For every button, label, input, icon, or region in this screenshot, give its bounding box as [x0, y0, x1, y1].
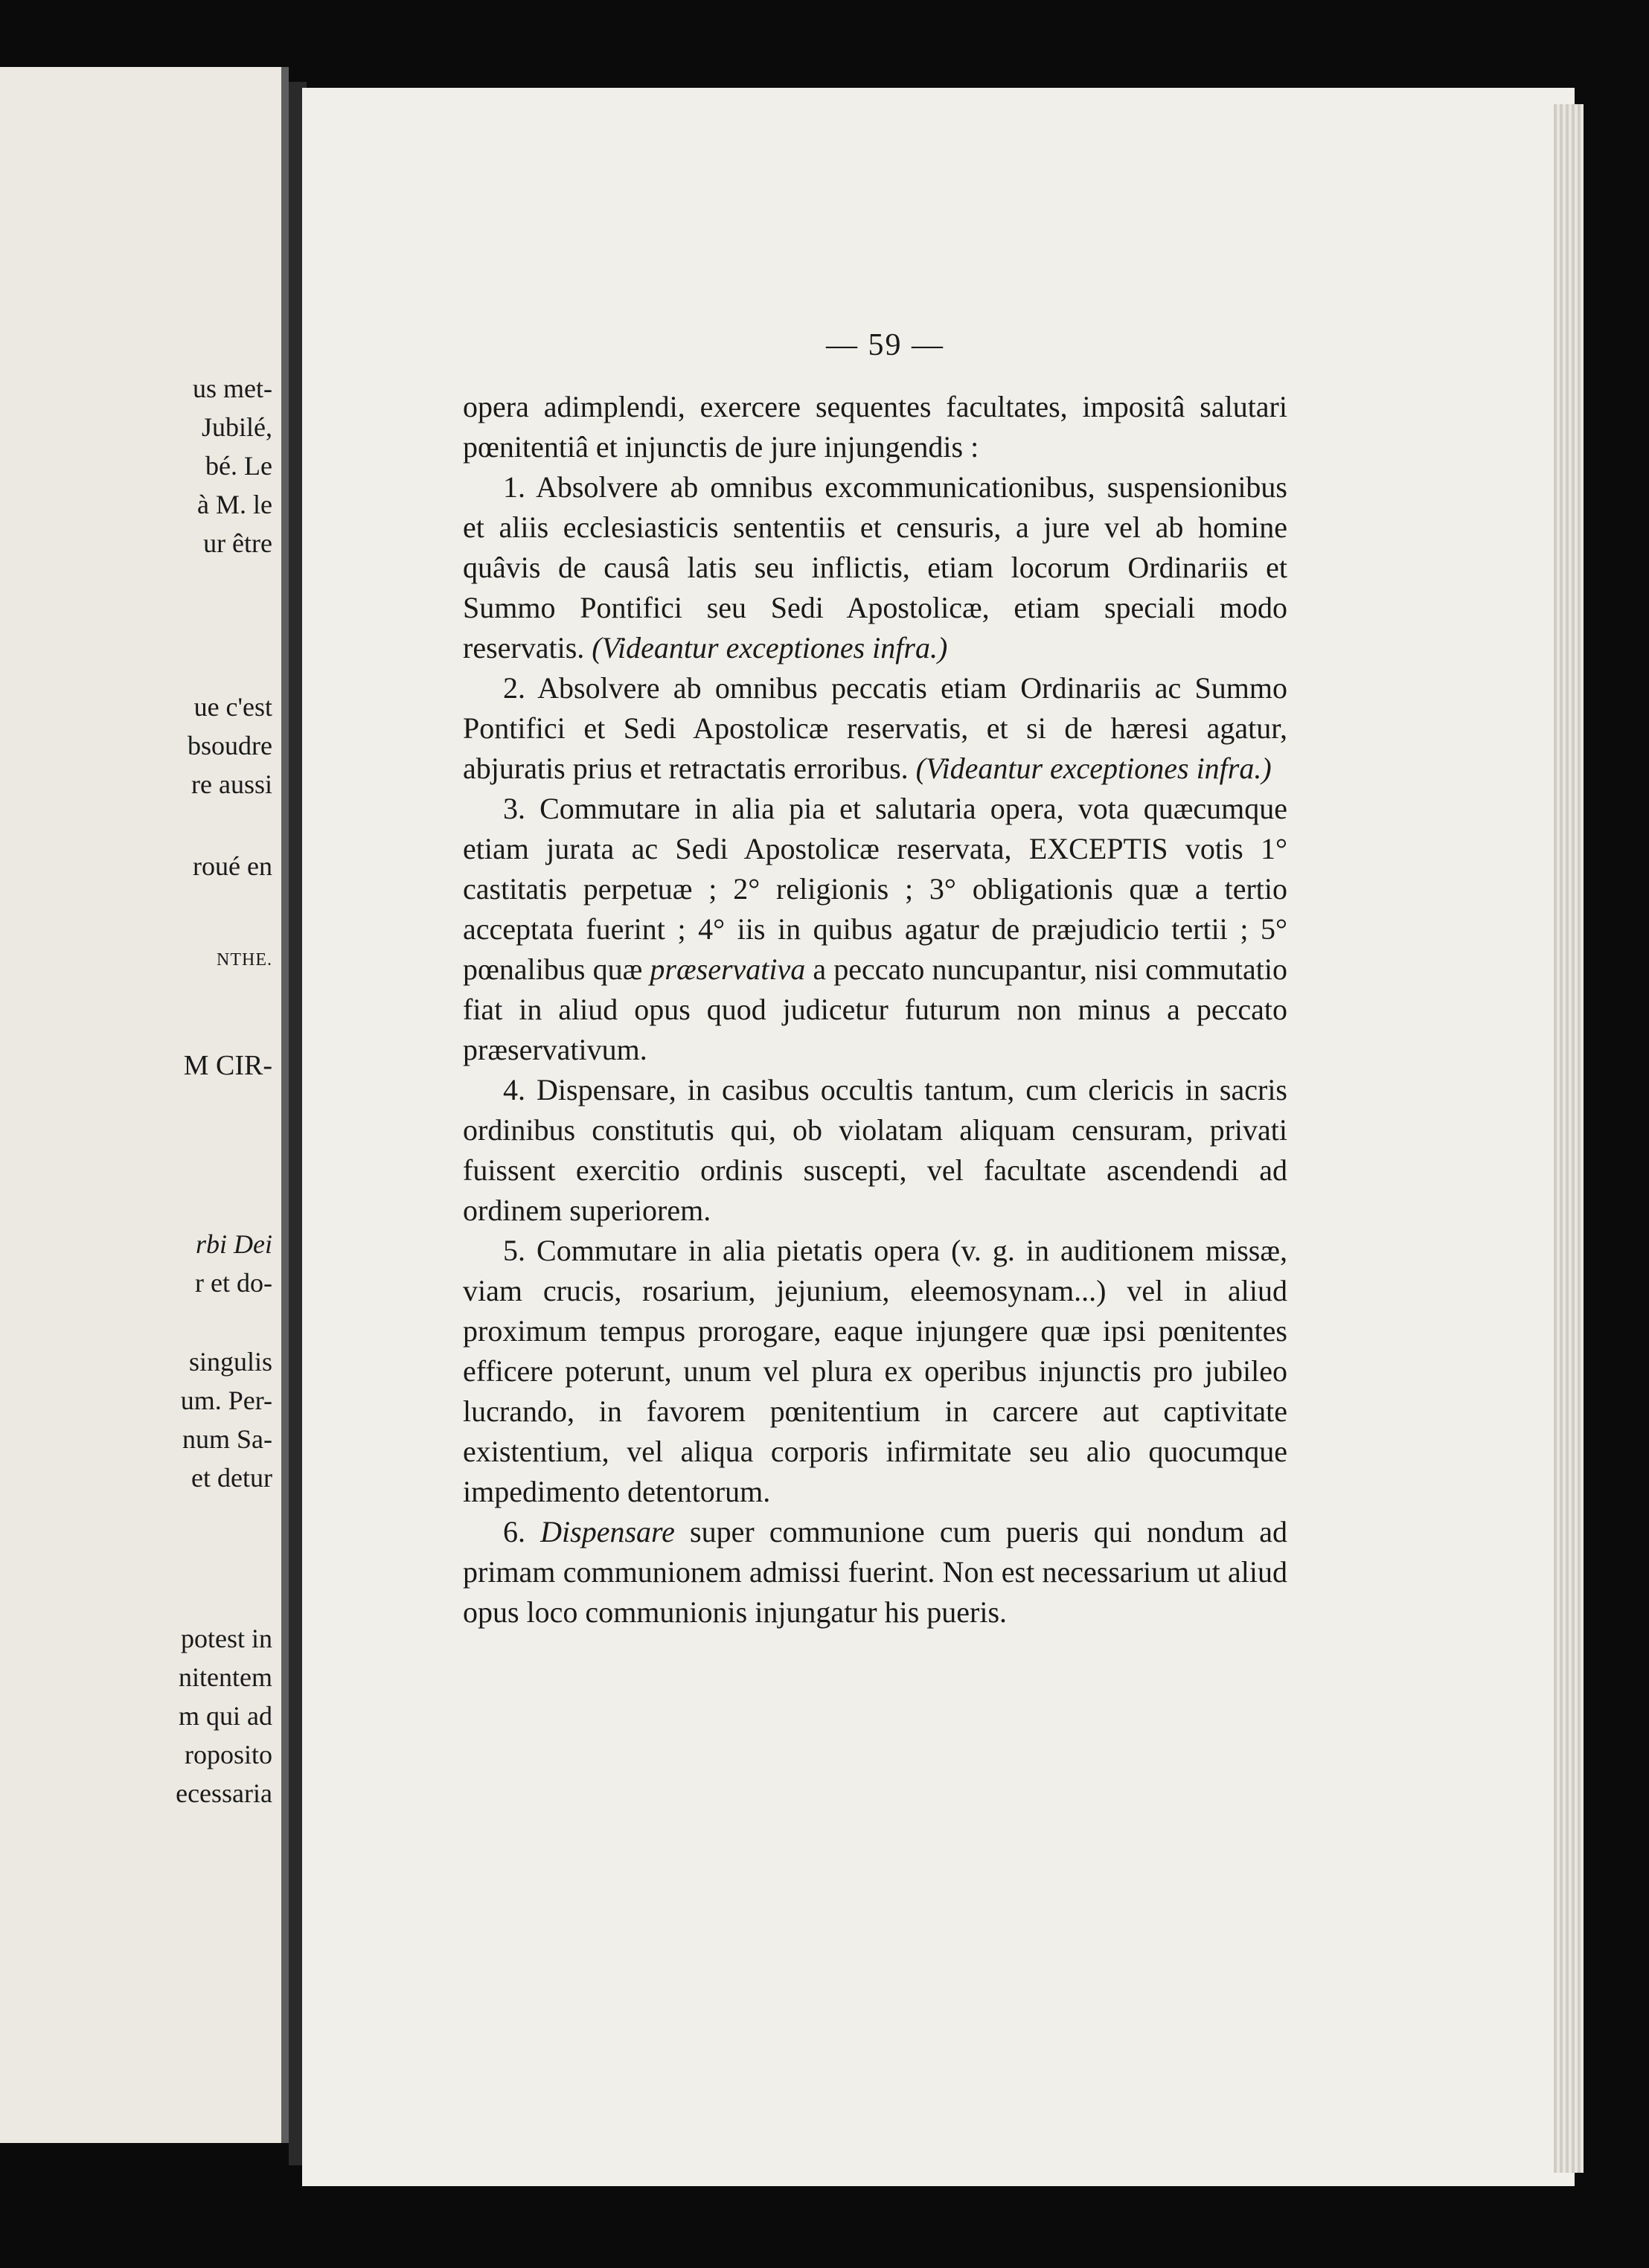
left-line: um. Per-: [180, 1386, 272, 1415]
item-text: Commutare in alia pia et salutaria opera, vota quæcumque etiam jurata ac Sedi Apostolicæ reservata, EXCEPTIS votis 1° castitatis perpetuæ ; 2° religionis ; 3° obligationis quæ a tertio acceptata fuerint ; 4° iis in quibus agatur de præjudicio tertii ; 5° pœnalibus quæ: [463, 792, 1287, 986]
item-1: [463, 467, 1287, 668]
item-italic-word: Dispensare: [540, 1515, 675, 1548]
item-text: Dispensare, in casibus occultis tantum, cum clericis in sacris ordinibus constitutis qui, ob violatam aliquam censuram, privati fuissent exercitio ordinis suscepti, vel facultate ascendendi ad ordinem superiorem.: [463, 1073, 1287, 1227]
left-line: bé. Le: [205, 451, 272, 481]
item-text: Commutare in alia pietatis opera (v. g. in auditionem missæ, viam crucis, rosarium, jejunium, eleemosynam...) vel in aliud proximum tempus prorogare, eaque injungere quæ ipsi pœnitentes efficere poterunt, unum vel plura ex operibus injunctis pro jubileo lucrando, in favorem pœnitentium in carcere aut captivitate existentium, vel aliqua corporis infirmitate seu alio quocumque impedimento detentorum.: [463, 1234, 1288, 1508]
left-line: à M. le: [197, 490, 272, 519]
left-line: nitentem: [179, 1662, 272, 1692]
left-line: rbi Dei: [196, 1229, 272, 1259]
left-line: roué en: [193, 851, 272, 881]
left-line: ue c'est: [193, 692, 272, 722]
item-6: [463, 1512, 1287, 1633]
intro-paragraph: opera adimplendi, exercere sequentes facultates, impositâ salutari pœnitentiâ et injunctis de jure injungendis :: [463, 390, 1287, 464]
left-line: ur être: [203, 528, 272, 558]
item-text: a peccato nuncupantur, nisi commutatio fiat in aliud opus quod judicetur futurum non minus a peccato præservativum.: [463, 952, 1288, 1066]
item-italic-note: (Videantur exceptiones infra.): [592, 631, 948, 664]
item-number: 5.: [503, 1234, 525, 1267]
item-5: [463, 1231, 1287, 1512]
item-number: 4.: [503, 1073, 525, 1106]
item-number: 3.: [503, 792, 525, 825]
left-line: Jubilé,: [202, 412, 272, 442]
item-text: Absolvere ab omnibus peccatis etiam Ordinariis ac Summo Pontifici et Sedi Apostolicæ reservatis, et si de hæresi agatur, abjuratis prius et retractatis erroribus.: [463, 671, 1288, 785]
item-number: 1.: [503, 470, 525, 504]
left-line: bsoudre: [188, 731, 272, 760]
left-line: singulis: [188, 1347, 272, 1377]
page-edge: [1554, 104, 1584, 2173]
item-italic-note: (Videantur exceptiones infra.): [915, 752, 1272, 785]
left-line: num Sa-: [182, 1424, 272, 1454]
left-line: et detur: [191, 1463, 272, 1493]
item-4: [463, 1070, 1287, 1231]
item-number: 2.: [503, 671, 525, 705]
left-line: potest in: [181, 1624, 272, 1653]
left-line: M CIR-: [183, 1050, 272, 1081]
item-3: [463, 789, 1287, 1070]
left-line: m qui ad: [179, 1701, 272, 1731]
page-number: — 59 —: [826, 328, 944, 362]
left-line: NTHE.: [217, 950, 272, 970]
left-line: us met-: [193, 374, 272, 403]
item-2: [463, 668, 1287, 789]
body-text: [463, 387, 1287, 1633]
left-line: ecessaria: [176, 1778, 272, 1808]
item-text: super communione cum pueris qui nondum ad primam communionem admissi fuerint. Non est necessarium ut aliud opus loco communionis injungatur his pueris.: [463, 1515, 1288, 1629]
left-line: r et do-: [195, 1268, 272, 1298]
item-text: Absolvere ab omnibus excommunicationibus, suspensionibus et aliis ecclesiasticis sententiis et censuris, a jure vel ab homine quâvis de causâ latis seu inflictis, etiam locorum Ordinariis et Summo Pontifici seu Sedi Apostolicæ, etiam speciali modo reservatis.: [463, 470, 1288, 664]
left-page: [0, 67, 289, 2143]
item-italic-word: præservativa: [650, 952, 806, 986]
left-line: roposito: [184, 1740, 272, 1769]
item-number: 6.: [503, 1515, 525, 1548]
left-line: re aussi: [191, 769, 272, 799]
